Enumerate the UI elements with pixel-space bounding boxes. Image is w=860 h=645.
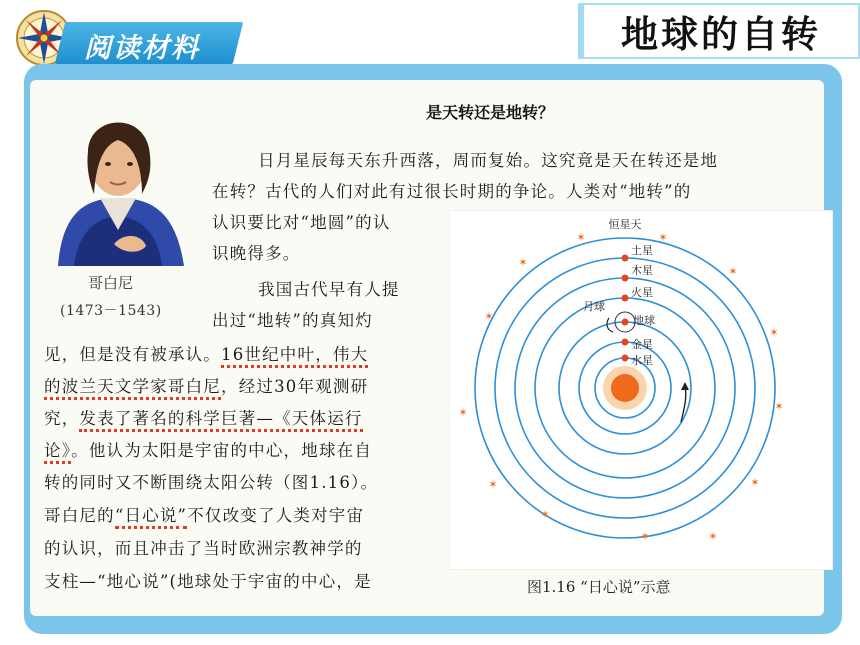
highlighted-phrase: 发表了著名的科学巨著—《天体运行 xyxy=(79,409,362,432)
highlighted-phrase: 论》 xyxy=(44,441,71,464)
article-line: 的波兰天文学家哥白尼，经过30年观测研 xyxy=(44,373,368,397)
label-fixed-stars: 恒星天 xyxy=(608,218,642,231)
planet-jupiter xyxy=(622,275,629,282)
star: ✶ xyxy=(774,400,784,413)
article-line: 支柱—“地心说”(地球处于宇宙的中心，是 xyxy=(44,572,372,591)
label-saturn: 土星 xyxy=(631,244,653,257)
planet-earth xyxy=(622,319,629,326)
star: ✶ xyxy=(458,406,468,419)
article-line: 出过“地转”的真知灼 xyxy=(212,311,373,330)
article-line: 认识要比对“地圆”的认 xyxy=(212,213,391,232)
article-line: 究，发表了著名的科学巨著—《天体运行 xyxy=(44,405,363,429)
article-line: 识晚得多。 xyxy=(212,244,301,263)
heliocentric-diagram xyxy=(449,210,833,570)
article-title: 是天转还是地转？ xyxy=(426,103,555,122)
label-mars: 火星 xyxy=(631,286,653,299)
article-line: 见，但是没有被承认。16世纪中叶，伟大 xyxy=(44,341,368,365)
star: ✶ xyxy=(484,310,494,323)
article-line: 的认识，而且冲击了当时欧洲宗教神学的 xyxy=(44,539,363,558)
portrait-name: 哥白尼 xyxy=(88,274,134,292)
star: ✶ xyxy=(518,256,528,269)
label-moon: 月球 xyxy=(583,300,605,313)
highlighted-phrase: “日心说” xyxy=(115,506,187,529)
figure-caption: 图1.16 “日心说”示意 xyxy=(527,578,671,596)
star: ✶ xyxy=(708,530,718,543)
planet-mercury xyxy=(622,355,629,362)
article-line: 哥白尼的“日心说”不仅改变了人类对宇宙 xyxy=(44,502,364,526)
label-venus: 金星 xyxy=(631,338,653,351)
slide-title-box xyxy=(578,3,860,59)
article-line: 转的同时又不断围绕太阳公转（图1.16）。 xyxy=(44,473,379,492)
highlighted-phrase: 的波兰天文学家哥白尼 xyxy=(44,377,221,400)
label-mercury: 水星 xyxy=(631,354,653,367)
section-label: 阅读材料 xyxy=(84,33,200,64)
label-jupiter: 木星 xyxy=(631,264,653,277)
planet-mars xyxy=(622,295,629,302)
star: ✶ xyxy=(658,231,668,244)
article-line: 论》。他认为太阳是宇宙的中心，地球在自 xyxy=(44,437,372,461)
star: ✶ xyxy=(769,326,779,339)
star: ✶ xyxy=(750,476,760,489)
article-line: 在转？古代的人们对此有过很长时期的争论。人类对“地转”的 xyxy=(212,182,692,201)
article-line: 我国古代早有人提 xyxy=(258,280,400,299)
slide-title: 地球的自转 xyxy=(621,13,821,56)
portrait-years: (1473－1543) xyxy=(60,303,162,319)
copernicus-portrait xyxy=(44,94,192,266)
label-earth: 地球 xyxy=(633,314,655,327)
star: ✶ xyxy=(540,508,550,521)
planet-saturn xyxy=(622,255,629,262)
star: ✶ xyxy=(728,265,738,278)
star: ✶ xyxy=(576,231,586,244)
planet-venus xyxy=(622,339,629,346)
star: ✶ xyxy=(640,530,650,543)
star: ✶ xyxy=(488,478,498,491)
sun-icon xyxy=(603,366,647,410)
highlighted-phrase: 16世纪中叶，伟大 xyxy=(221,345,368,368)
article-line: 日月星辰每天东升西落，周而复始。这究竟是天在转还是地 xyxy=(258,151,719,170)
